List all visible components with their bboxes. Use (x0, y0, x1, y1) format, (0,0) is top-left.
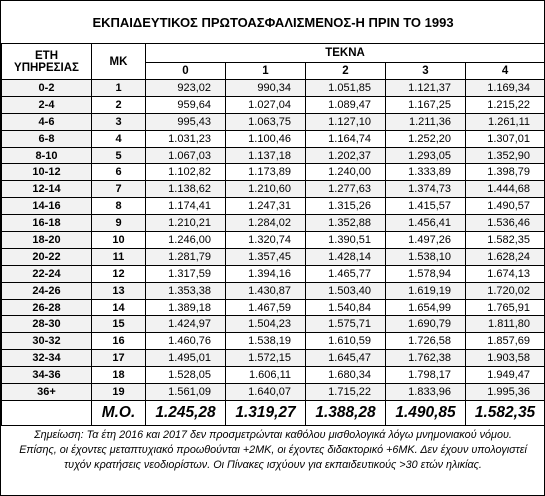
average-value: 1.319,27 (226, 400, 306, 425)
table-row (2, 232, 545, 249)
averages-label: Μ.Ο. (92, 400, 146, 425)
years-cell: 18-20 (2, 232, 92, 249)
years-cell: 10-12 (2, 164, 92, 181)
salary-cell: 1.211,36 (386, 113, 466, 130)
salary-cell: 1.490,57 (466, 198, 545, 215)
salary-cell: 1.528,05 (146, 367, 226, 384)
salary-cell: 1.765,91 (466, 299, 545, 316)
children-header-3: 3 (386, 63, 466, 80)
footnote-line: τυχόν κρατήσεις νεοδιορίστων. Οι Πίνακες ισχύουν για εκπαιδευτικούς >30 ετών ηλικίας. (64, 458, 482, 471)
salary-cell: 1.357,45 (226, 248, 306, 265)
salary-cell: 1.374,73 (386, 181, 466, 198)
salary-table (1, 1, 545, 475)
years-cell: 22-24 (2, 265, 92, 282)
salary-cell: 1.164,74 (306, 130, 386, 147)
footnote-line: Σημείωση: Τα έτη 2016 και 2017 δεν προσμετρώνται καθόλου μισθολογικά λόγω μνημονιακού νόμου. (34, 428, 512, 441)
mk-cell: 18 (92, 367, 146, 384)
table-row (2, 350, 545, 367)
salary-cell: 1.428,14 (306, 248, 386, 265)
salary-cell: 1.352,88 (306, 215, 386, 232)
salary-cell: 1.252,20 (386, 130, 466, 147)
table-row (2, 80, 545, 97)
table-row (2, 181, 545, 198)
years-cell: 20-22 (2, 248, 92, 265)
salary-cell: 1.536,46 (466, 215, 545, 232)
children-group-header: ΤΕΚΝΑ (146, 44, 545, 63)
salary-cell: 1.174,41 (146, 198, 226, 215)
salary-cell: 1.320,74 (226, 232, 306, 249)
years-cell: 8-10 (2, 147, 92, 164)
mk-cell: 7 (92, 181, 146, 198)
salary-cell: 1.210,21 (146, 215, 226, 232)
salary-cell: 1.606,11 (226, 367, 306, 384)
salary-cell: 1.833,96 (386, 384, 466, 401)
years-cell: 6-8 (2, 130, 92, 147)
salary-cell: 1.100,46 (226, 130, 306, 147)
mk-cell: 6 (92, 164, 146, 181)
mk-cell: 16 (92, 333, 146, 350)
table-row (2, 113, 545, 130)
salary-cell: 1.654,99 (386, 299, 466, 316)
salary-cell: 1.444,68 (466, 181, 545, 198)
years-cell: 0-2 (2, 80, 92, 97)
salary-cell: 1.390,51 (306, 232, 386, 249)
children-header-2: 2 (306, 63, 386, 80)
years-cell: 14-16 (2, 198, 92, 215)
salary-cell: 1.619,19 (386, 282, 466, 299)
mk-cell: 9 (92, 215, 146, 232)
years-cell: 28-30 (2, 316, 92, 333)
mk-cell: 10 (92, 232, 146, 249)
mk-cell: 1 (92, 80, 146, 97)
salary-cell: 1.424,97 (146, 316, 226, 333)
years-cell: 32-34 (2, 350, 92, 367)
salary-cell: 1.102,82 (146, 164, 226, 181)
years-header: ΕΤΗ ΥΠΗΡΕΣΙΑΣ (2, 44, 92, 80)
salary-cell: 1.640,07 (226, 384, 306, 401)
salary-cell: 1.051,85 (306, 80, 386, 97)
salary-cell: 1.063,75 (226, 113, 306, 130)
salary-cell: 1.582,35 (466, 232, 545, 249)
salary-cell: 1.352,90 (466, 147, 545, 164)
mk-cell: 8 (92, 198, 146, 215)
salary-cell: 1.460,76 (146, 333, 226, 350)
salary-cell: 995,43 (146, 113, 226, 130)
salary-cell: 1.540,84 (306, 299, 386, 316)
salary-cell: 1.137,18 (226, 147, 306, 164)
mk-cell: 2 (92, 96, 146, 113)
mk-header: ΜΚ (92, 44, 146, 80)
salary-cell: 1.503,40 (306, 282, 386, 299)
salary-cell: 923,02 (146, 80, 226, 97)
children-header-4: 4 (466, 63, 545, 80)
salary-cell: 1.572,15 (226, 350, 306, 367)
salary-cell: 1.240,00 (306, 164, 386, 181)
salary-cell: 1.995,36 (466, 384, 545, 401)
salary-cell: 1.389,18 (146, 299, 226, 316)
salary-cell: 1.173,89 (226, 164, 306, 181)
salary-cell: 1.645,47 (306, 350, 386, 367)
years-cell: 4-6 (2, 113, 92, 130)
salary-cell: 1.538,10 (386, 248, 466, 265)
salary-cell: 1.138,62 (146, 181, 226, 198)
salary-cell: 1.798,17 (386, 367, 466, 384)
salary-cell: 1.715,22 (306, 384, 386, 401)
mk-cell: 19 (92, 384, 146, 401)
table-row (2, 147, 545, 164)
salary-cell: 1.089,47 (306, 96, 386, 113)
table-row (2, 384, 545, 401)
salary-cell: 1.031,23 (146, 130, 226, 147)
mk-cell: 3 (92, 113, 146, 130)
years-cell: 16-18 (2, 215, 92, 232)
table-row (2, 316, 545, 333)
table-row (2, 164, 545, 181)
salary-cell: 1.398,79 (466, 164, 545, 181)
salary-cell: 1.202,37 (306, 147, 386, 164)
salary-cell: 1.578,94 (386, 265, 466, 282)
table-row (2, 333, 545, 350)
salary-cell: 1.538,19 (226, 333, 306, 350)
salary-cell: 1.504,23 (226, 316, 306, 333)
salary-cell: 1.575,71 (306, 316, 386, 333)
table-row (2, 299, 545, 316)
average-value: 1.582,35 (466, 400, 545, 425)
salary-cell: 1.456,41 (386, 215, 466, 232)
salary-cell: 1.674,13 (466, 265, 545, 282)
children-header-0: 0 (146, 63, 226, 80)
table-title: ΕΚΠΑΙΔΕΥΤΙΚΟΣ ΠΡΩΤΟΑΣΦΑΛΙΣΜΕΝΟΣ-Η ΠΡΙΝ ΤΟ 1993 (2, 1, 545, 44)
years-cell: 2-4 (2, 96, 92, 113)
salary-cell: 1.680,34 (306, 367, 386, 384)
salary-cell: 1.628,24 (466, 248, 545, 265)
salary-cell: 1.465,77 (306, 265, 386, 282)
salary-cell: 1.307,01 (466, 130, 545, 147)
salary-cell: 1.127,10 (306, 113, 386, 130)
salary-cell: 1.690,79 (386, 316, 466, 333)
salary-cell: 1.726,58 (386, 333, 466, 350)
mk-cell: 15 (92, 316, 146, 333)
salary-cell: 1.293,05 (386, 147, 466, 164)
mk-cell: 14 (92, 299, 146, 316)
average-value: 1.245,28 (146, 400, 226, 425)
salary-cell: 1.394,16 (226, 265, 306, 282)
salary-cell: 1.811,80 (466, 316, 545, 333)
salary-cell: 1.415,57 (386, 198, 466, 215)
salary-cell: 1.857,69 (466, 333, 545, 350)
mk-cell: 4 (92, 130, 146, 147)
table-row (2, 248, 545, 265)
years-cell: 36+ (2, 384, 92, 401)
salary-cell: 1.333,89 (386, 164, 466, 181)
salary-cell: 1.215,22 (466, 96, 545, 113)
salary-cell: 990,34 (226, 80, 306, 97)
salary-cell: 1.467,59 (226, 299, 306, 316)
table-row (2, 130, 545, 147)
salary-cell: 1.561,09 (146, 384, 226, 401)
salary-cell: 1.210,60 (226, 181, 306, 198)
children-header-1: 1 (226, 63, 306, 80)
table-row (2, 215, 545, 232)
salary-cell: 1.261,11 (466, 113, 545, 130)
average-value: 1.388,28 (306, 400, 386, 425)
salary-cell: 1.720,02 (466, 282, 545, 299)
mk-cell: 11 (92, 248, 146, 265)
average-value: 1.490,85 (386, 400, 466, 425)
salary-cell: 1.317,59 (146, 265, 226, 282)
years-cell: 24-26 (2, 282, 92, 299)
table-row (2, 96, 545, 113)
salary-cell: 1.315,26 (306, 198, 386, 215)
salary-cell: 1.247,31 (226, 198, 306, 215)
table-row (2, 282, 545, 299)
mk-cell: 13 (92, 282, 146, 299)
salary-cell: 1.246,00 (146, 232, 226, 249)
table-row (2, 198, 545, 215)
salary-cell: 1.281,79 (146, 248, 226, 265)
salary-cell: 1.121,37 (386, 80, 466, 97)
footnote-line: Επίσης, οι έχοντες μεταπτυχιακό προωθούνται +2ΜΚ, οι έχοντες διδακτορικό +6ΜΚ. Δεν έχουν υπολογιστεί (19, 443, 527, 456)
years-cell: 26-28 (2, 299, 92, 316)
salary-cell: 1.430,87 (226, 282, 306, 299)
salary-cell: 1.284,02 (226, 215, 306, 232)
footnote (2, 425, 545, 475)
salary-cell: 1.027,04 (226, 96, 306, 113)
salary-cell: 1.067,03 (146, 147, 226, 164)
salary-cell: 1.353,38 (146, 282, 226, 299)
salary-cell: 1.169,34 (466, 80, 545, 97)
years-cell: 34-36 (2, 367, 92, 384)
salary-cell: 1.949,47 (466, 367, 545, 384)
mk-cell: 5 (92, 147, 146, 164)
averages-row (2, 400, 545, 425)
mk-cell: 17 (92, 350, 146, 367)
mk-cell: 12 (92, 265, 146, 282)
salary-cell: 1.495,01 (146, 350, 226, 367)
salary-cell: 1.167,25 (386, 96, 466, 113)
salary-cell: 1.610,59 (306, 333, 386, 350)
table-row (2, 265, 545, 282)
years-cell: 30-32 (2, 333, 92, 350)
averages-blank-cell (2, 400, 92, 425)
salary-cell: 1.903,58 (466, 350, 545, 367)
years-cell: 12-14 (2, 181, 92, 198)
salary-cell: 1.497,26 (386, 232, 466, 249)
salary-cell: 1.762,38 (386, 350, 466, 367)
salary-cell: 959,64 (146, 96, 226, 113)
table-row (2, 367, 545, 384)
salary-cell: 1.277,63 (306, 181, 386, 198)
